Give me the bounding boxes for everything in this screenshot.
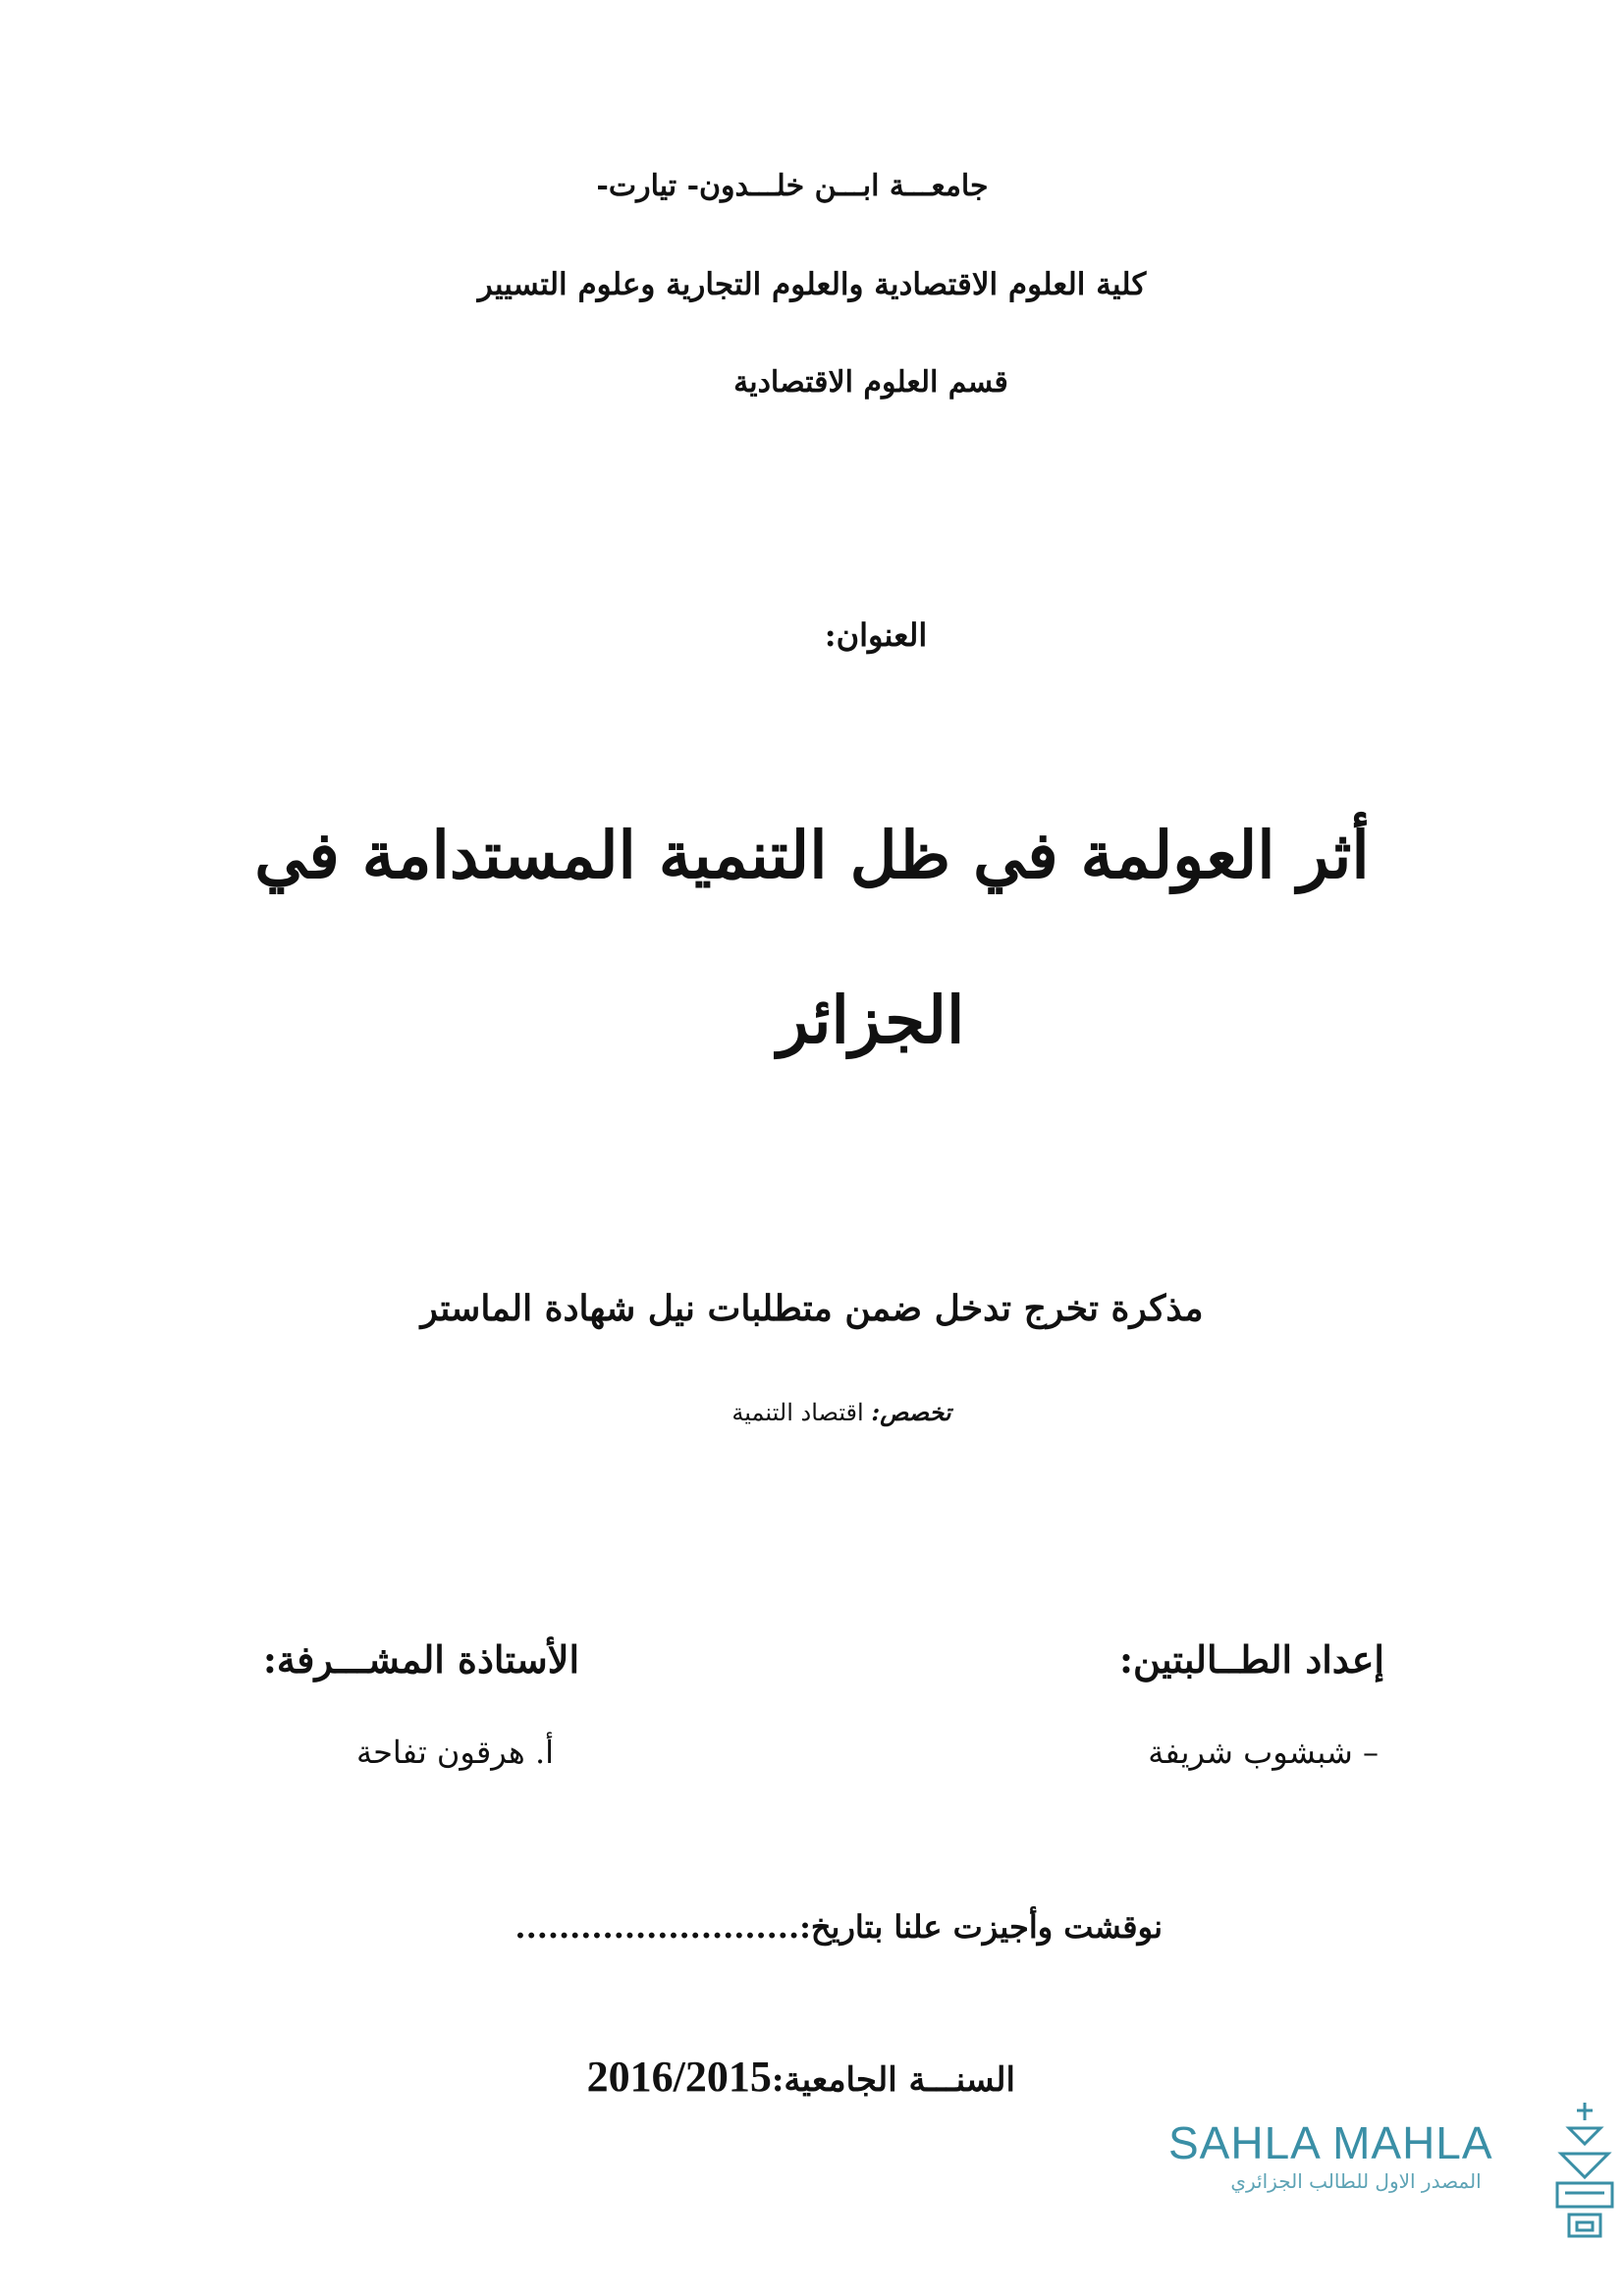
specialization-value: اقتصاد التنمية <box>731 1399 872 1426</box>
department-name: قسم العلوم الاقتصادية <box>733 365 1008 400</box>
supervisor-label: الأستاذة المشـــرفة: <box>262 1637 579 1682</box>
sahla-mahla-watermark <box>1168 2099 1624 2296</box>
academic-year-label: السنـــة الجامعية: <box>771 2060 1015 2100</box>
memo-description: مذكرة تخرج تدخل ضمن متطلبات نيل شهادة الماستر <box>420 1288 1204 1329</box>
watermark-brand: SAHLA MAHLA <box>1168 2117 1493 2168</box>
sahla-mahla-logo-icon <box>1549 2099 1620 2246</box>
faculty-name: كلية العلوم الاقتصادية والعلوم التجارية وعلوم التسيير <box>477 267 1147 302</box>
supervisor-name: أ. هرقون تفاحة <box>355 1734 554 1771</box>
students-label: إعداد الطــالبتين: <box>1119 1637 1384 1682</box>
academic-year <box>587 2052 1015 2102</box>
watermark-tagline: المصدر الاول للطالب الجزائري <box>1230 2169 1482 2193</box>
title-label: العنوان: <box>824 616 928 654</box>
defense-date-line: نوقشت وأجيزت علنا بتاريخ:.......................... <box>514 1908 1163 1946</box>
academic-year-value: 2016/2015 <box>586 2053 772 2101</box>
thesis-title-line-1: أثر العولمة في ظل التنمية المستدامة في <box>254 817 1370 893</box>
university-name: جامعـــة ابـــن خلـــدون- تيارت- <box>596 169 989 203</box>
specialization-label: تخصص: <box>871 1398 951 1426</box>
student-name: – شبشوب شريفة <box>1148 1734 1379 1771</box>
thesis-title-line-2: الجزائر <box>777 982 965 1058</box>
specialization <box>0 1398 1624 1426</box>
